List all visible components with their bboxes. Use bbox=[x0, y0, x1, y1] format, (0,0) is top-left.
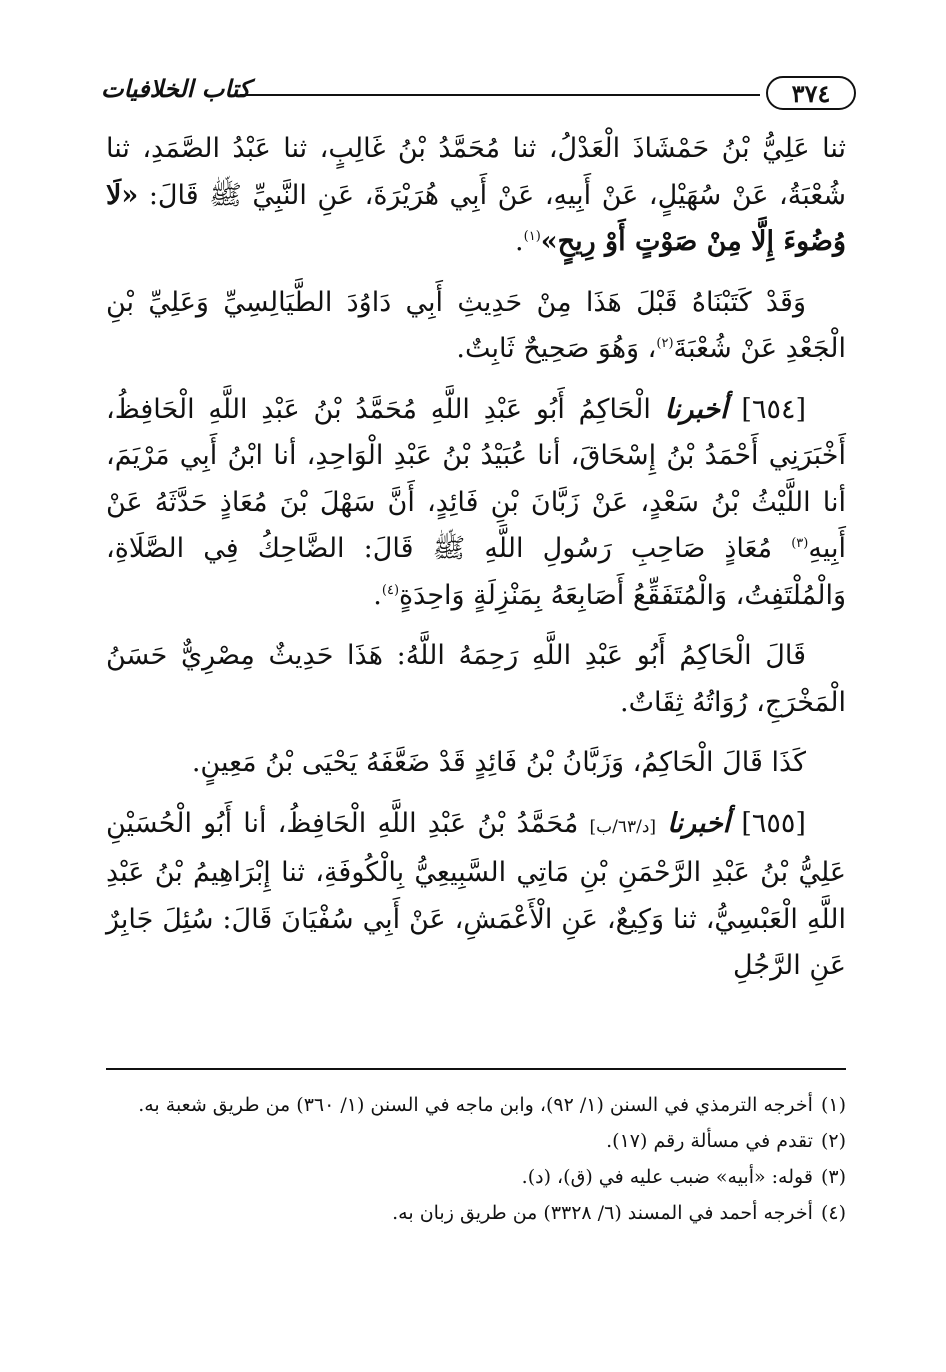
paragraph-2 bbox=[106, 280, 846, 373]
hadith-number: [٦٥٤] bbox=[741, 393, 806, 425]
footnote-ref[interactable]: (٢) bbox=[656, 336, 674, 351]
text-segment: الْحَاكِمُ أَبُو عَبْدِ اللَّهِ مُحَمَّدُ بْنُ عَبْدِ اللَّهِ الْحَافِظُ، أَخْبَرَنِي أَحْمَدُ بْنُ إِسْحَاقَ، أنا عُبَيْدُ بْنُ عَبْدِ الْوَاحِدِ، أنا ابْنُ أَبِي مَرْيَمَ، أنا اللَّيْثُ بْنُ سَعْدٍ، عَنْ زَبَّانَ بْنِ فَائِدٍ، أَنَّ سَهْلَ بْنَ مُعَاذٍ حَدَّثَهُ عَنْ أَبِيهِ bbox=[106, 393, 846, 564]
manuscript-ref: [د/٦٣/ب] bbox=[589, 816, 657, 837]
footnote-text: تقدم في مسألة رقم (١٧). bbox=[606, 1130, 813, 1152]
hadith-quote: «لَا وُضُوءَ إِلَّا مِنْ صَوْتٍ أَوْ رِيحٍ» bbox=[106, 179, 846, 257]
text-segment: مُحَمَّدُ بْنُ عَبْدِ اللَّهِ الْحَافِظُ، أنا أَبُو الْحُسَيْنِ عَلِيُّ بْنُ عَبْدِ الرَّحْمَنِ بْنِ مَاتِي السَّبِيعِيُّ بِالْكُوفَةِ، ثنا إِبْرَاهِيمُ بْنُ عَبْدِ اللَّهِ الْعَبْسِيُّ، ثنا وَكِيعٌ، عَنِ الْأَعْمَشِ، عَنْ أَبِي سُفْيَانَ قَالَ: سُئِلَ جَابِرٌ عَنِ الرَّجُلِ bbox=[106, 807, 846, 981]
paragraph-5 bbox=[106, 740, 846, 787]
text-segment: مُعَاذٍ صَاحِبِ رَسُولِ اللَّهِ ﷺ قَالَ: الضَّاحِكُ فِي الصَّلَاةِ، وَالْمُلْتَفِتُ، وَالْمُتَفَقِّعُ أَصَابِعَهُ بِمَنْزِلَةٍ وَاحِدَةٍ bbox=[106, 533, 846, 611]
footnote-ref[interactable]: (٤) bbox=[381, 582, 400, 598]
text-segment: كَذَا قَالَ الْحَاكِمُ، وَزَبَّانُ بْنُ فَائِدٍ قَدْ ضَعَّفَهُ يَحْيَى بْنُ مَعِينٍ. bbox=[191, 747, 806, 778]
footnote-number: (١) bbox=[820, 1094, 846, 1116]
text-segment: ثنا عَلِيُّ بْنُ حَمْشَاذَ الْعَدْلُ، ثنا مُحَمَّدُ بْنُ غَالِبٍ، ثنا عَبْدُ الصَّمَدِ، ثنا شُعْبَةُ، عَنْ سُهَيْلٍ، عَنْ أَبِيهِ، عَنْ أَبِي هُرَيْرَةَ، عَنِ النَّبِيِّ ﷺ قَالَ: bbox=[106, 133, 846, 211]
main-text bbox=[106, 126, 846, 1004]
footnote-item bbox=[106, 1198, 846, 1228]
text-segment: ، وَهُوَ صَحِيحٌ ثَابِتٌ. bbox=[456, 333, 657, 364]
footnote-separator bbox=[106, 1068, 846, 1070]
footnote-item bbox=[106, 1090, 846, 1120]
footnote-text: قوله: «أبيه» ضبب عليه في (ق)، (د). bbox=[521, 1166, 813, 1188]
header-rule bbox=[240, 94, 760, 96]
paragraph-1 bbox=[106, 126, 846, 266]
footnote-number: (٢) bbox=[820, 1130, 846, 1152]
akhbarana-label: أخبرنا bbox=[664, 393, 728, 425]
book-title: كتاب الخلافيات bbox=[101, 74, 251, 103]
text-segment: قَالَ الْحَاكِمُ أَبُو عَبْدِ اللَّهِ رَحِمَهُ اللَّهُ: هَذَا حَدِيثٌ مِصْرِيٌّ حَسَنُ الْمَخْرَجِ، رُوَاتُهُ ثِقَاتٌ. bbox=[106, 640, 846, 718]
text-segment: . bbox=[515, 226, 524, 257]
page-number: ٣٧٤ bbox=[766, 76, 856, 110]
footnote-text: أخرجه الترمذي في السنن (١/ ٩٢)، وابن ماجه في السنن (١/ ٣٦٠) من طريق شعبة به. bbox=[138, 1094, 813, 1116]
footnote-number: (٣) bbox=[820, 1166, 846, 1188]
paragraph-6 bbox=[106, 801, 846, 990]
page-header bbox=[101, 66, 856, 116]
footnotes bbox=[106, 1090, 846, 1234]
footnote-item bbox=[106, 1126, 846, 1156]
hadith-number: [٦٥٥] bbox=[741, 807, 806, 839]
text-segment: وَقَدْ كَتَبْنَاهُ قَبْلَ هَذَا مِنْ حَدِيثِ أَبِي دَاوُدَ الطَّيَالِسِيِّ وَعَلِيِّ بْنِ الْجَعْدِ عَنْ شُعْبَةَ bbox=[106, 286, 846, 364]
paragraph-3 bbox=[106, 387, 846, 620]
footnote-item bbox=[106, 1162, 846, 1192]
paragraph-4 bbox=[106, 633, 846, 726]
akhbarana-label: أخبرنا bbox=[667, 807, 731, 839]
text-segment: . bbox=[373, 579, 382, 611]
footnote-ref[interactable]: (٣) bbox=[791, 536, 809, 551]
footnote-text: أخرجه أحمد في المسند (٦/ ٣٣٢٨) من طريق زبان به. bbox=[392, 1202, 813, 1224]
footnote-ref[interactable]: (١) bbox=[523, 229, 541, 244]
footnote-number: (٤) bbox=[820, 1202, 846, 1224]
